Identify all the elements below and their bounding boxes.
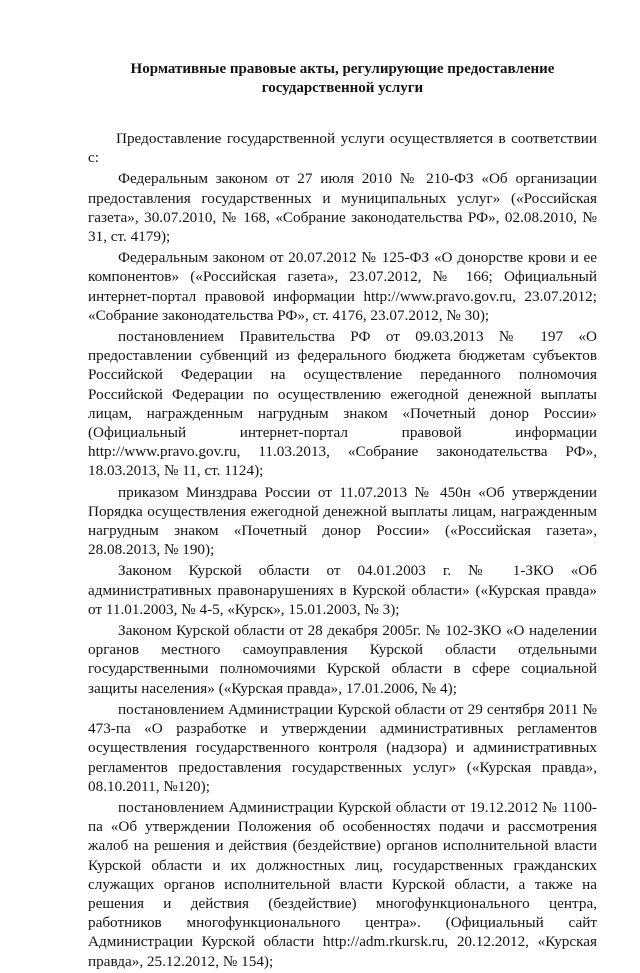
legal-act-paragraph: постановлением Администрации Курской области от 19.12.2012 № 1100-па «Об утверждении Положения об особенностях подачи и рассмотрения жалоб на решения и действия (бездействие) органов исполнительной власти Курской области и их должностных лиц, государственных гражданских служащих органов исполнительной власти Курской области, а также на решения и действия (бездействие) многофункционального центра, работников многофункционального центра». (Официальный сайт Администрации Курской области http://adm.rkursk.ru, 20.12.2012, «Курская правда», 25.12.2012, № 154); bbox=[88, 798, 597, 970]
legal-act-paragraph: Федеральным законом от 27 июля 2010 № 210-ФЗ «Об организации предоставления государственных и муниципальных услуг» («Российская газета», 30.07.2010, № 168, «Собрание законодательства РФ», 02.08.2010, № 31, ст. 4179); bbox=[88, 170, 597, 246]
legal-act-paragraph: постановлением Правительства РФ от 09.03.2013 № 197 «О предоставлении субвенций из федерального бюджета бюджетам субъектов Российской Федерации на осуществление переданного полномочия Российской Федерации по осуществлению ежегодной денежной выплаты лицам, награжденным нагрудным знаком «Почетный донор России» (Официальный интернет-портал правовой информации http://www.pravo.gov.ru, 11.03.2013, «Собрание законодательства РФ», 18.03.2013, № 11, ст. 1124); bbox=[88, 328, 597, 480]
legal-act-paragraph: Федеральным законом от 20.07.2012 № 125-ФЗ «О донорстве крови и ее компонентов» («Российская газета», 23.07.2012, № 166; Официальный интернет-портал правовой информации http://www.pravo.gov.ru, 23.07.2012; «Собрание законодательства РФ», ст. 4176, 23.07.2012, № 30); bbox=[88, 249, 597, 324]
legal-act-paragraph: постановлением Администрации Курской области от 29 сентября 2011 № 473-па «О разработке и утверждении административных регламентов осуществления государственного контроля (надзора) и административных регламентов предоставления государственных услуг» («Курская правда», 08.10.2011, №120); bbox=[88, 700, 597, 795]
legal-act-paragraph: приказом Минздрава России от 11.07.2013 № 450н «Об утверждении Порядка осуществления ежегодной денежной выплаты лицам, награжденным нагрудным знаком «Почетный донор России» («Российская газета», 28.08.2013, № 190); bbox=[88, 483, 597, 559]
document-title: Нормативные правовые акты, регулирующие предоставление государственной услуги bbox=[130, 61, 555, 96]
legal-act-paragraph: Законом Курской области от 04.01.2003 г. № 1-ЗКО «Об административных правонарушениях в Курской области» («Курская правда» от 11.01.2003, № 4-5, «Курск», 15.01.2003, № 3); bbox=[88, 562, 597, 618]
document-page bbox=[88, 60, 597, 973]
intro-paragraph: Предоставление государственной услуги осуществляется в соответствии с: bbox=[88, 130, 597, 167]
legal-act-paragraph: Законом Курской области от 28 декабря 2005г. № 102-ЗКО «О наделении органов местного самоуправления Курской области отдельными государственными полномочиями Курской области в сфере социальной защиты населения» («Курская правда», 17.01.2006, № 4); bbox=[88, 622, 597, 697]
